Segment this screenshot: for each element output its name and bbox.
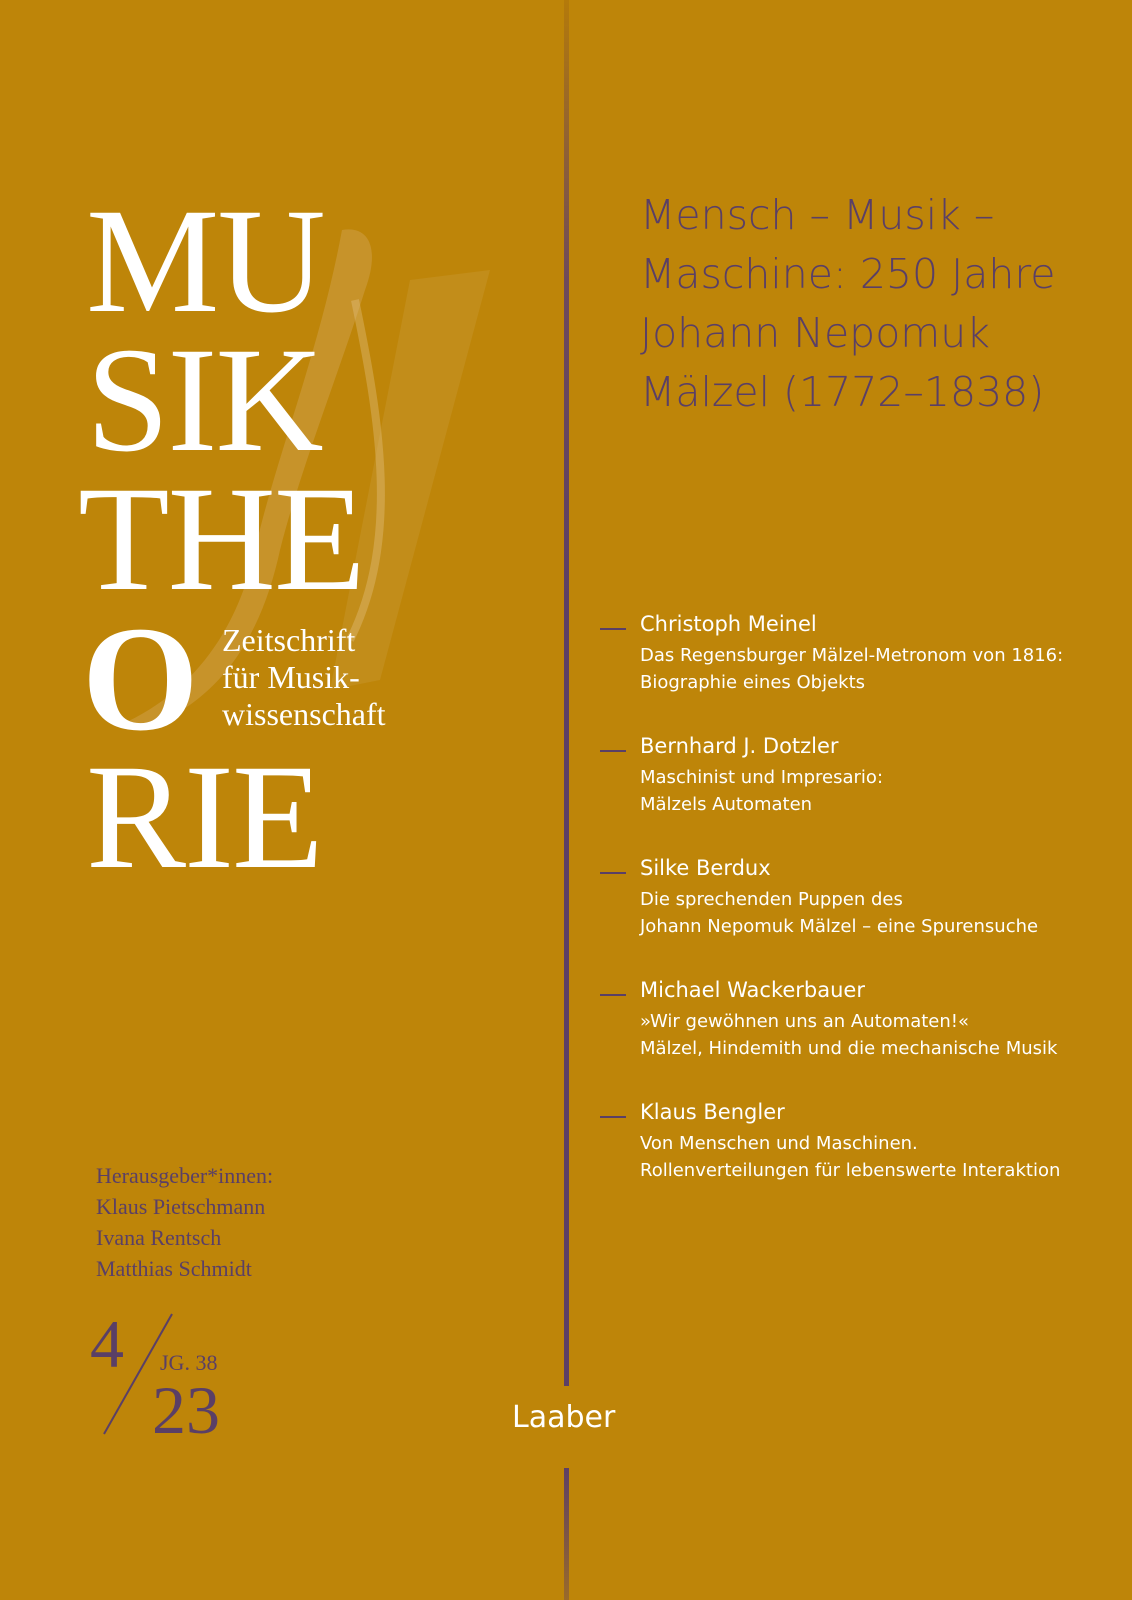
article-title-line-2: Rollenverteilungen für lebenswerte Interaktion	[640, 1160, 1061, 1181]
vertical-divider-bottom	[564, 1468, 569, 1600]
issue-theme-title	[640, 186, 1120, 422]
article-title-line-2: Mälzels Automaten	[640, 794, 813, 815]
dash-icon	[600, 872, 626, 874]
subtitle-line-3: wissenschaft	[222, 696, 386, 732]
masthead-line-3: THE	[78, 456, 364, 622]
dash-icon	[600, 1116, 626, 1118]
issue-title-line-4: Mälzel (1772–1838)	[640, 368, 1045, 416]
article-title-line-1: Das Regensburger Mälzel-Metronom von 1816:	[640, 645, 1064, 666]
issue-title-line-3: Johann Nepomuk	[640, 309, 990, 357]
article-title-line-1: »Wir gewöhnen uns an Automaten!«	[640, 1011, 970, 1032]
article-title-line-2: Mälzel, Hindemith und die mechanische Musik	[640, 1038, 1058, 1059]
article-item	[600, 976, 1120, 1098]
article-title-line-2: Biographie eines Objekts	[640, 672, 866, 693]
masthead-letter-o: O	[82, 596, 199, 762]
article-author: Bernhard J. Dotzler	[640, 734, 839, 758]
issue-title-line-1: Mensch – Musik –	[640, 191, 995, 239]
article-item	[600, 854, 1120, 976]
article-item	[600, 1098, 1120, 1220]
article-author: Klaus Bengler	[640, 1100, 785, 1124]
subtitle-line-2: für Musik-	[222, 659, 360, 695]
editor-name: Matthias Schmidt	[96, 1256, 252, 1281]
journal-subtitle	[222, 622, 386, 733]
article-author: Silke Berdux	[640, 856, 771, 880]
dash-icon	[600, 628, 626, 630]
article-title-line-1: Von Menschen und Maschinen.	[640, 1133, 918, 1154]
article-title-line-1: Maschinist und Impresario:	[640, 767, 884, 788]
publisher-logo: Laaber	[512, 1400, 616, 1435]
article-author: Michael Wackerbauer	[640, 978, 865, 1002]
dash-icon	[600, 750, 626, 752]
editor-name: Ivana Rentsch	[96, 1225, 222, 1250]
article-author: Christoph Meinel	[640, 612, 817, 636]
article-title-line-1: Die sprechenden Puppen des	[640, 889, 903, 910]
article-item	[600, 732, 1120, 854]
dash-icon	[600, 994, 626, 996]
issue-number: 4	[90, 1306, 124, 1382]
editors-label: Herausgeber*innen:	[96, 1163, 274, 1188]
subtitle-line-1: Zeitschrift	[222, 622, 356, 658]
issue-title-line-2: Maschine: 250 Jahre	[640, 250, 1056, 298]
issue-year: 23	[152, 1372, 220, 1448]
editor-name: Klaus Pietschmann	[96, 1194, 266, 1219]
masthead-line-2: SIK	[86, 317, 322, 483]
article-item	[600, 610, 1120, 732]
table-of-contents	[600, 610, 1120, 1220]
masthead-line-1: MU	[86, 178, 324, 344]
masthead-line-4: RIE	[86, 734, 322, 900]
vertical-divider-top	[564, 0, 569, 1386]
article-title-line-2: Johann Nepomuk Mälzel – eine Spurensuche	[640, 916, 1039, 937]
issue-volume: JG. 38	[160, 1350, 218, 1375]
editors-block	[96, 1160, 273, 1284]
